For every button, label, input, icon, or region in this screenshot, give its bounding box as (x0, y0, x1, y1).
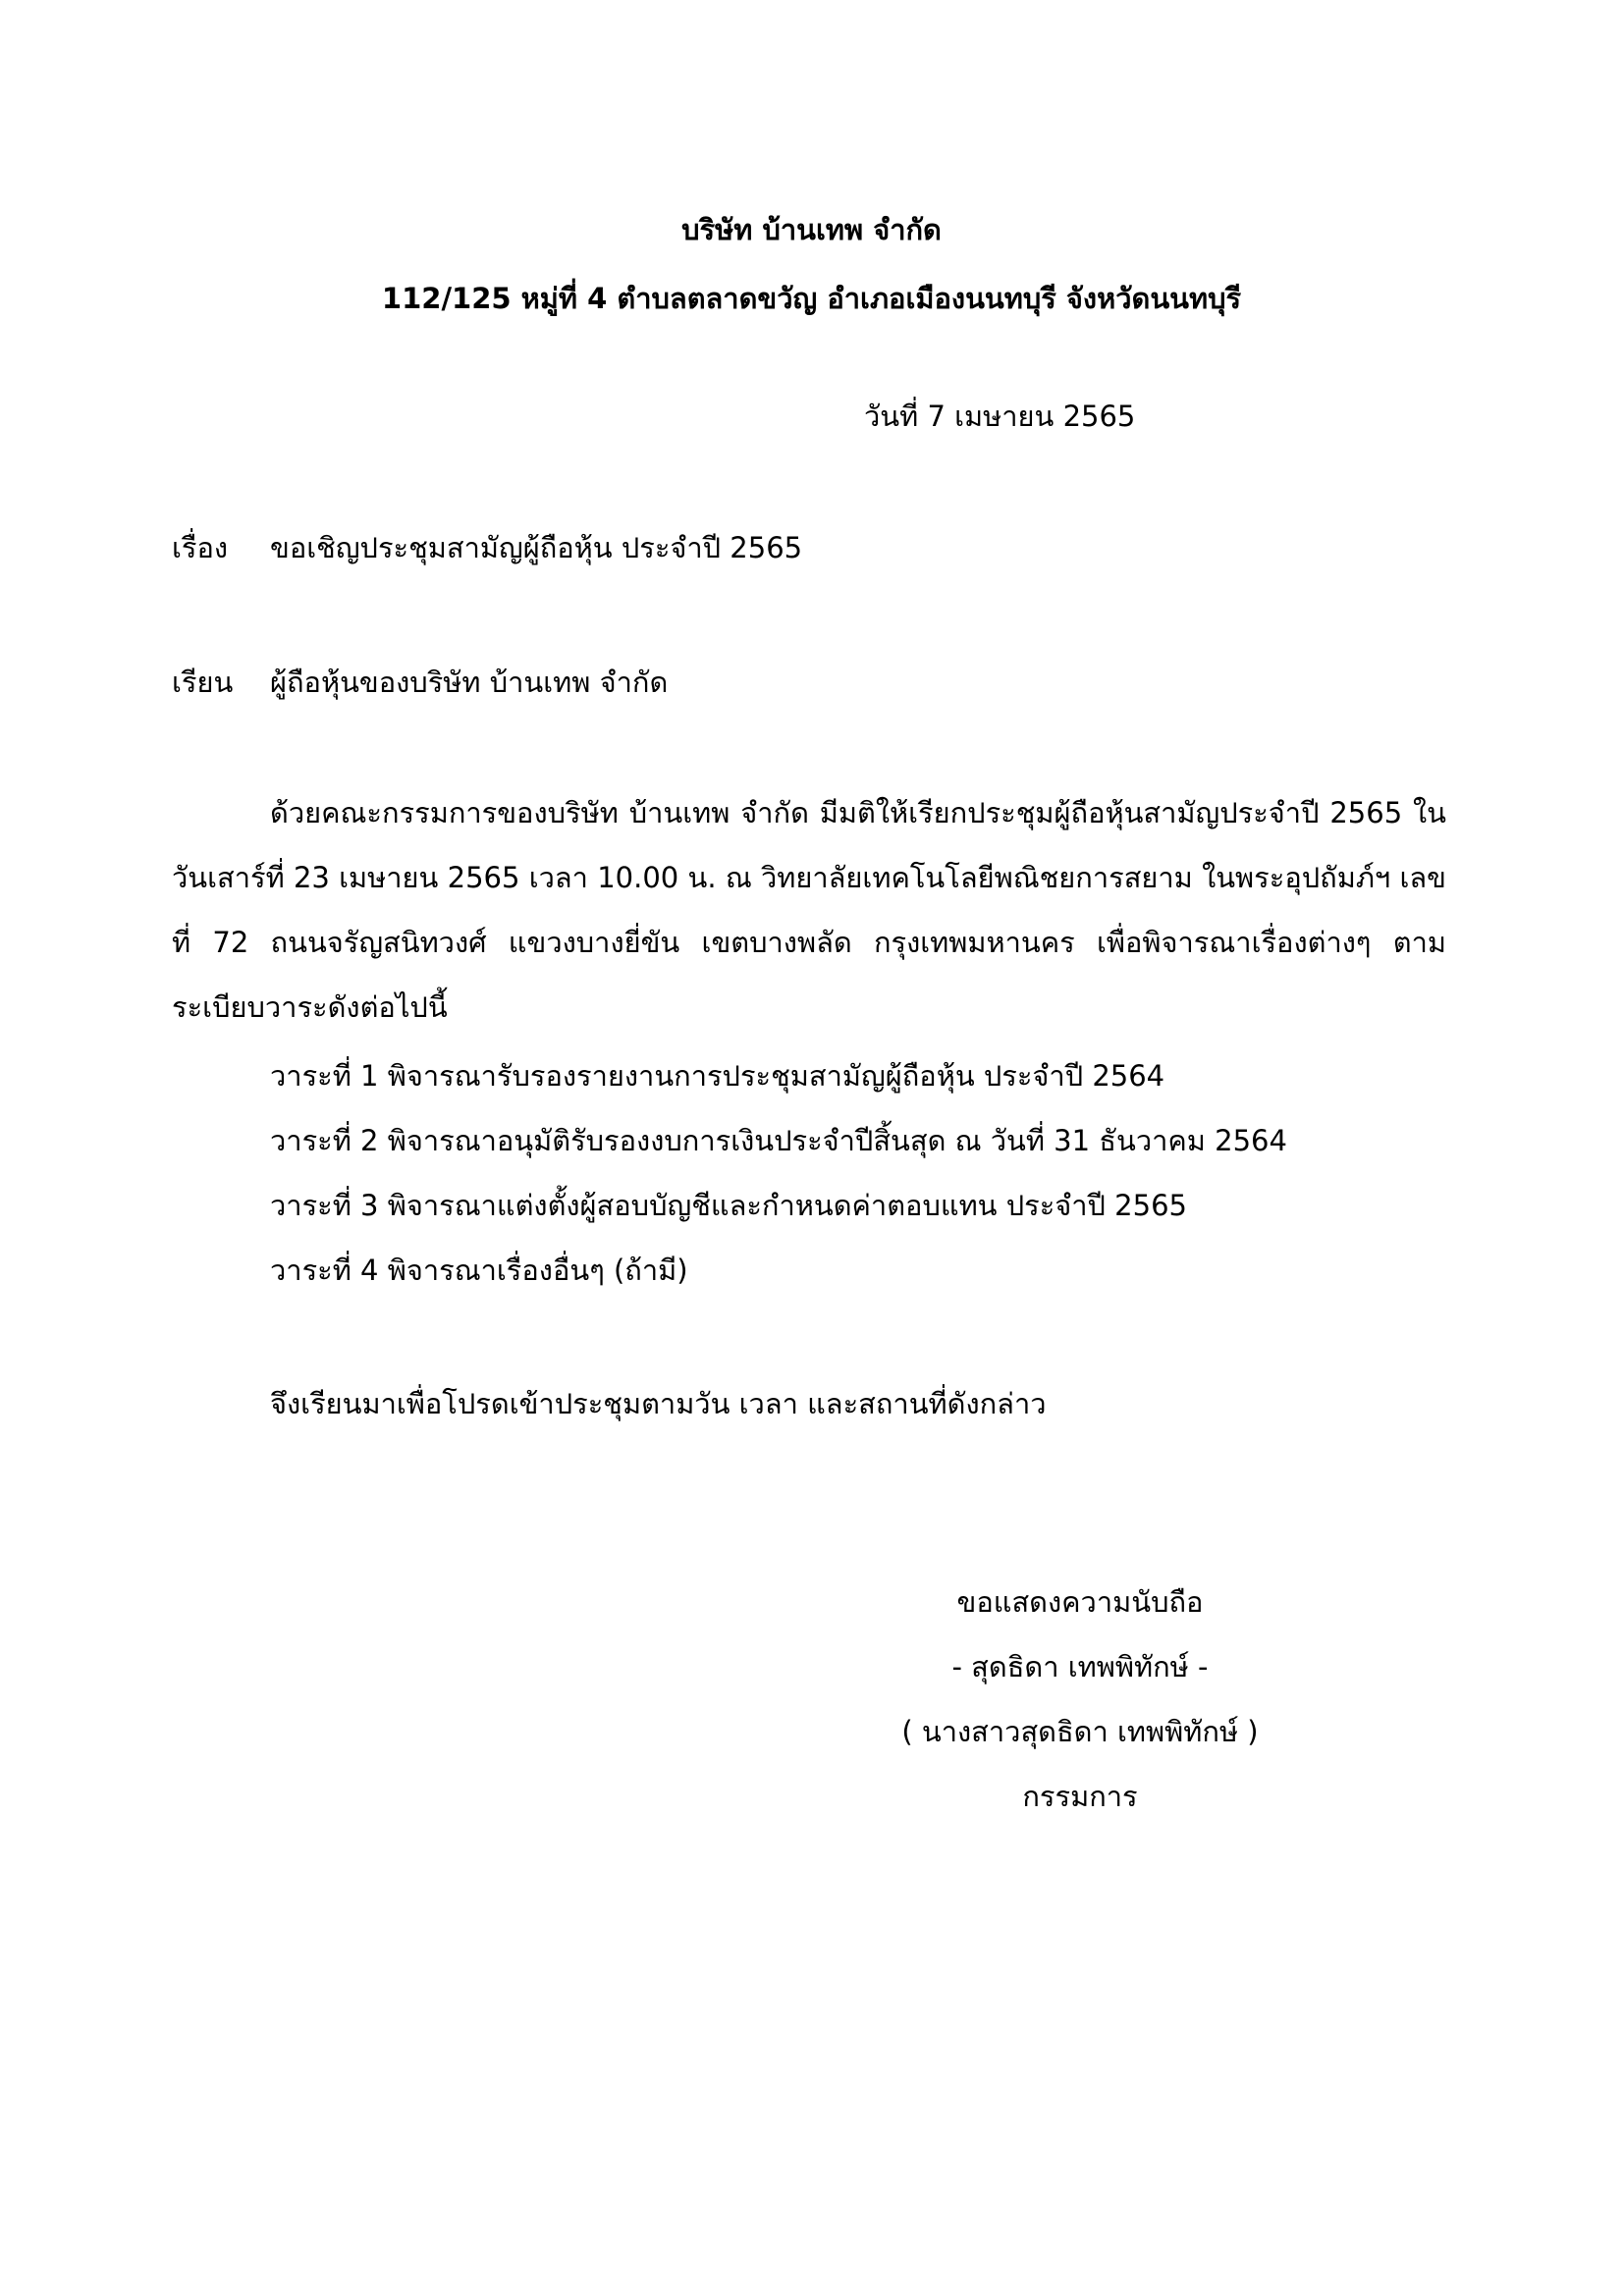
agenda-item: วาระที่ 3 พิจารณาแต่งตั้งผู้สอบบัญชีและกำหนดค่าตอบแทน ประจำปี 2565 (270, 1189, 1187, 1222)
subject-line (172, 526, 802, 569)
recipient-label: เรียน (172, 666, 234, 699)
agenda-item: วาระที่ 4 พิจารณาเรื่องอื่นๆ (ถ้ามี) (270, 1254, 688, 1287)
subject-label: เรื่อง (172, 531, 229, 564)
agenda-item: วาระที่ 1 พิจารณารับรองรายงานการประชุมสามัญผู้ถือหุ้น ประจำปี 2564 (270, 1059, 1165, 1093)
company-address: 112/125 หมู่ที่ 4 ตำบลตลาดขวัญ อำเภอเมืองนนทบุรี จังหวัดนนทบุรี (381, 282, 1242, 315)
body-paragraph: ด้วยคณะกรรมการของบริษัท บ้านเทพ จำกัด มีมติให้เรียกประชุมผู้ถือหุ้นสามัญประจำปี 2565 ในวันเสาร์ที่ 23 เมษายน 2565 เวลา 10.00 น. ณ วิทยาลัยเทคโนโลยีพณิชยการสยาม ในพระอุปถัมภ์ฯ เลขที่ 72 ถนนจรัญสนิทวงศ์ แขวงบางยี่ขัน เขตบางพลัด กรุงเทพมหานคร เพื่อพิจารณาเรื่องต่างๆ ตามระเบียบวาระดังต่อไปนี้ (172, 796, 1446, 1024)
letter-date: วันที่ 7 เมษายน 2565 (864, 400, 1136, 433)
company-name: บริษัท บ้านเทพ จำกัด (681, 213, 942, 246)
subject-text: ขอเชิญประชุมสามัญผู้ถือหุ้น ประจำปี 2565 (270, 531, 803, 564)
signature-position: กรรมการ (1022, 1780, 1138, 1813)
signature-salutation: ขอแสดงความนับถือ (956, 1585, 1204, 1619)
signature-name: ( นางสาวสุดธิดา เทพพิทักษ์ ) (901, 1715, 1259, 1748)
closing-line: จึงเรียนมาเพื่อโปรดเข้าประชุมตามวัน เวลา และสถานที่ดังกล่าว (270, 1387, 1047, 1420)
recipient-line (172, 661, 668, 704)
agenda-item: วาระที่ 2 พิจารณาอนุมัติรับรองงบการเงินประจำปีสิ้นสุด ณ วันที่ 31 ธันวาคม 2564 (270, 1124, 1287, 1157)
recipient-text: ผู้ถือหุ้นของบริษัท บ้านเทพ จำกัด (270, 666, 669, 699)
signature-signed: - สุดธิดา เทพพิทักษ์ - (951, 1650, 1209, 1683)
